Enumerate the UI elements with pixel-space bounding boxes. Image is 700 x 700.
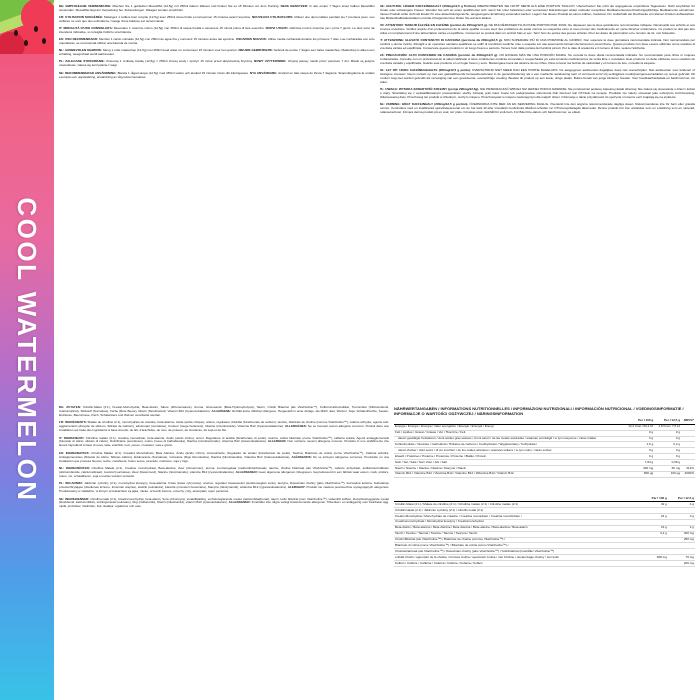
actives-row-label: Bitartrato di colina (come VitaCholine™) / Bitartrato de colina (como VitaCholine™) /: [394, 543, 642, 549]
ingredients-paragraph: SE: INGREDIENSER: Citrullin-malat (2:1), kreatinmonohydrat, beta-alanin, Syra (citronsyra), smaktillsätting, surhetsreglerande medel (natriumbikarbonat), taurin, kolin bitartrat (som VitaCholine™), vattenfritt koffein, klumpförebyggande medel (kiseldioxid, kalciumsilikat), sötningsmedel (sukralos), färg (rödbetsrött), Niacin (nikotinamid), vitamin B12 (cyanokobalamin). ALLERGENER: Innehåller inte några vanligt förekommande allergener. Tillverkas i en anläggning som bearbetar ägg, mjölk, jordnötter, trädnötter, fisk, skaldjur, sojabönor och vete.: [59, 496, 389, 509]
nutrition-row-per100g: 1,6 g: [624, 442, 655, 448]
ingredients-paragraph: IT: INGREDIENTI: Citrullina malato (2:1), creatina monoidrato, beta-alanina, Acido (acido citrico), aromi, Regolatore di acidità (bicarbonato di sodio), taurina, colina bitartrato (come VitaCholine™), caffeina anidra, Agenti antiagglomeranti (biossido di silicio, silicato di calcio), Dolcificante (sucralosio), colore (rosso di barbabietola), Niacina (nicotinammide), vitamina B12 (cianocobalamina). ALLERGENI: Non contiene nessun allergene comune. Prodotto in uno stabilimento che lavora ingredienti a base di uova, latte, arachidi, noci, pesce, crostacei, soia e grano.: [59, 435, 389, 448]
nutrition-col-nrv: NRV%*: [681, 419, 695, 424]
nutrition-row-perserving: 50 mg: [654, 466, 681, 472]
actives-row-per100g: 3,2 g: [642, 531, 668, 537]
actives-row-perserving: 200 mg: [668, 561, 695, 567]
nutrition-row-label: davon Zucker / dont sucre / di cui zuccheri / de los cuales azúcares / waarvan suikers / w tym cukry / varav socker: [394, 448, 624, 454]
actives-col-per100g: Per I 100 g: [642, 496, 668, 501]
usage-and-warning-block: [59, 5, 695, 403]
usage-paragraph: DE: EMPFOHLENE VERWENDUNG: Mischen Sie 1 gehäuften Messlöffel (12,5g) mit 250ml kaltem Wasser und trinken Sie es 15 Minuten vor dem Training. NEUE BENUTZER: In den ersten 7 Tagen einen halben Messlöffel verwenden. Messlöffel liegt der Verpackung bei. Zubereitungen, Waagen werden empfohlen.: [59, 5, 375, 12]
actives-row-label: Citrullinmalaat (2:1) / Jabłczan cytruliny (2:1) / Citrullin malat (2:1): [394, 508, 642, 514]
nutrition-row-per100g: 800 µg: [624, 471, 655, 477]
nutrition-row-label: Niacin / Niacine / Niacina / Niacina / Niacyna / Niacin: [394, 466, 624, 472]
nutrition-row-perserving: 0 g: [654, 430, 681, 436]
warning-paragraph: ES: PRECAUCIÓN: ALTO CONTENIDO DE CAFEÍNA (porción de 200mg/12,5 g). NO EXCEDA MÁS DE UNA PORCIÓN DIARIA. No exceda la dosis diaria recomendada indicada. No recomendado para niños ni mujeres embarazadas. Consulte con un profesional de la salud calificado si tiene condiciones médicas conocidas o sospechadas y/o está tomando medicamentos de venta libre o recetados. Este producto no debe utilizarse como sustituto de una dieta variada y equilibrada. Guarde este producto en un lugar fresco y seco. Mantengase fuera del alcance de los niños. Para conocer las fechas de caducidad y el número de lote, consulte la etiqueta.: [379, 53, 695, 65]
flavour-banner: [0, 0, 54, 700]
actives-row-perserving: 4 g: [668, 502, 695, 508]
nutrition-row-per100g: 0 g: [624, 448, 655, 454]
usage-paragraph: FR: UTILISATION SUGGÉRÉE: Mélangez 1 cuillère bien remplie (12,5g) avec 250ml d'eau froide et consommer 15 minutes avant l'exercice. NOUVEAUX UTILISATEURS: Utilisez une demi-cuillère pendant les 7 premiers jours. Les cuillères ne sont que des estimations, l'usage d'une balance est recommandé.: [59, 15, 375, 24]
actives-row: [394, 561, 695, 567]
nutrition-row-per100g: 0 g: [624, 436, 655, 442]
usage-paragraph: IT: MODALITÀ D'USO CONSIGLIATA: Mescolare 1 misurino colmo (12,5g) con 250ml di acqua fredda e assumere 15 minuti prima di fare esercizio. NUOVI UTENTI: utilizzare mezzo misurino per i primi 7 giorni. Le dosi sono da intendersi indicative, si consiglia l'utilizzo una bilancia.: [59, 26, 375, 35]
actives-col-perserving: Per I 12,5 g: [668, 496, 695, 501]
nutrition-row: [394, 471, 695, 477]
actives-row-per100g: 24 g: [642, 513, 668, 519]
nutrition-row-per100g: 7,84 g: [624, 460, 655, 466]
nutrition-row-perserving: 1,8 Kcal / 7,5 kJ: [654, 424, 681, 430]
warning-paragraph: DE: ACHTUNG: HOHER KOFFEINGEHALT (200mg/12,5 g Portion) ÜBERSCHREITEN SIE NICHT MEHR ALS EINE PORTION TÄGLICH. Überschreiten Sie nicht die angegebene empfohlene Tagesdosis. Nicht empfohlen für Kinder oder schwangere Frauen. Wenden Sie sich an einen qualifizierten Arzt, wenn Sie unter bekannten oder vermuteten Erkrankungen leiden und/oder rezeptfreie Medikamente/verschreibungspflichtige Medikamente einnehmen. Dieses Produkt sollte nicht als Ersatz für eine abwechslungsreiche, ausgewogene Ernährung verwendet werden. Lagern Sie dieses Produkt an einem kühlen, trockenen Ort. Außerhalb der Reichweite von kleinen Kindern aufbewahren. Das Mindesthaltbarkeitsdatum und die Chargennummer finden Sie auf dem Etikett.: [379, 5, 695, 20]
nutrition-row-label: Vitamin B12 / Vitamine B12 / Vitamina B12 / Vitamine B12 / Witamina B12 / Vitamin B12: [394, 471, 624, 477]
actives-row-label: Kreatin-Monohydrat / Monohydrate de créatine / Creatina monoidrato / Creatina monohidrato /: [394, 513, 642, 519]
nutrition-row-perserving: 0,2 g: [654, 442, 681, 448]
nutrition-table: [394, 419, 695, 478]
warning-paragraph: SE: VARNING: HÖGT KAFFEINHALT (200mg/12,5 g portion). ÖVERSKRIDA INTE MER ÄN EN SERVERING DAGLIG. Överskrid inte den angivna rekommenderade dagliga dosen. Rekommenderas inte för barn eller gravida kvinnor. Kontrollera med en kvalificerad sjukvårdspersonal om du har känt till eller misstänkt medicinska tillstånd och/eller tar OTC/receptbelagda läkemedel. Denna produkt bör inte användas som en ersättning som en varierad, balanserad kost. Förvara denna produkt på en sval, torr plats. Förvaras utom räckhåll för små barn. För Bäst före-datum och batchnummer, se etikett.: [379, 102, 695, 115]
nutrition-col-per100g: Per I 100 g: [624, 419, 655, 424]
actives-row-label: Taurin / Taurine / Taurina / Taurina / Taurine / Tauryna / Taurin: [394, 531, 642, 537]
usage-paragraph: NL: AANBEVOLEN GEBRUIK: Meng 1 volle maatschep (12,5g) met 250ml koud water en consumeer 15 minuten voor het sporten. NIEUWE GEBRUIKERS: Gebruik de eerste 7 dagen een halve maatschep. Maatschep is alleen een schatting, weegschaal wordt aanbevolen.: [59, 48, 375, 57]
nutrition-row-label: Kohlenhydrate / Glucides / Carboidrati / Hidratos de carbono / Koolhydraten / Węglowodany / Kolhydrater: [394, 442, 624, 448]
actives-row-label: Cholin-Bitartrat (als VitaCholine™) / Bitartrate de choline (comme VitaCholine™) /: [394, 537, 642, 543]
actives-row-perserving: 76 mg: [668, 555, 695, 561]
nutrition-row-per100g: 14,4 Kcal / 60,2 kJ: [624, 424, 655, 430]
nutrition-row-per100g: 0 g: [624, 430, 655, 436]
actives-row-label: Koffein / Caféine / Caffeina / Cafeína / Cafeïne / Kofeina / Koffein: [394, 561, 642, 567]
nutrition-row-label: davon gesättigte Fettsäuren / dont acides gras saturés / di cui saturi / de las cuales saturadas / waarvan verzadigd / w tym nasycone / varav mättat: [394, 436, 624, 442]
nutrition-row-perserving: 0 g: [654, 448, 681, 454]
actives-row-perserving: 2 g: [668, 525, 695, 531]
actives-row-per100g: 32 g: [642, 502, 668, 508]
ingredients-paragraph: PL: SKŁADNIKI: Jabłczan cytruliny (2:1), monohydrat kreatyny, beta-alanina, Kwas (kwas cytrynowy), aromat, regulator kwasowości (wodorowęglan sodu), tauryna, Dwuwinian choliny (jako VitaCholine™), bezwodna kofeina, Substancje przeciwzbrylające (dwutlenek krzemu, krzemian wapnia), słodzik (sukraloza), barwnik (czerwień buraczana), Niacyna (nikotynamid), witamina B12 (cyjanokobalamina). ALERGENY: Produkt nie zawiera powszechnie występujących alergenów. Produkowany w zakładzie, w którym przetwarzane są jajka, mleko, orzeszki ziemne, orzechy, ryby, skorupiaki, soja i pszenica.: [59, 481, 389, 494]
label-content: [54, 0, 700, 700]
nutrition-row-nrv: 312%: [681, 466, 695, 472]
ingredients-paragraph: ES: INGREDIENTES: Citrulina Malato (2:1), Creatina Monohidrato, Beta Alanina, Ácido (ácido cítrico), Aromatizante, Regulador de acidez (bicarbonato de sodio), Taurina, Bitartrato de colina (como VitaCholine™), Cafeína anhidra, Antiaglomerantes (Dióxido de silicio, Silicato cálcico), Edulcorante (Sucralosa), Colorante (Rojo Remolacha), Niacina (Nicotinamida), Vitamina B12 (Cianocobalamina). ALÉRGENOS: No se incluyen alérgenos comunes. Producido en una instalación que procesa huevos, leche, cacahuete, frutos secos, pescado, mariscos, soja y trigo.: [59, 450, 389, 463]
actives-row-label: Creatinemonohydraat / Monohydrat kreatyny / Kreatinmonohydrat: [394, 519, 642, 525]
warning-column: [380, 5, 696, 403]
warning-paragraph: NL: LET OP: HOOG CAFEÏNEGEHALTE (200mg/12,5 g portie). OVERSCHRIJD NIET MEER DAN EEN PORTIE DAGELIJKS. De aangegeven aanbevolen dagelijkse dosis niet overschrijden. Niet aanbevolen voor kinderen of zwangere vrouwen. Neem contact op met een gekwalificeerde beroepsbeoefenaar in de gezondheidszorg als u een medische aandoening kent of vermoedt en/of vrij verkrijgbare medicijnen/geneesmiddelen op recept gebruikt. Dit product mag niet worden gebruikt als vervanging van een gevarieerde, evenwichtige voeding. Bewaar dit product op een koele, droge plaats. Buiten bereik van jonge kinderen houden. Voor houdbaarheidsdata en batchnummer, zie etiket.: [379, 68, 695, 84]
nutrition-row-label: Energie / Énergie / Energia / Valor energético / Energie / Energia / Energi: [394, 424, 624, 430]
actives-row-label: enthält Cholin / apportant de la choline / fornisce Colina / aportando Colina / met Choline / dostarczając choliny / Ger kolin: [394, 555, 642, 561]
actives-row-perserving: 3 g: [668, 513, 695, 519]
nutrition-title: NÄHRWERTANGABEN / INFORMATIONS NUTRITIONNELLES / INFORMAZIONI NUTRIZIONALI / INFORMACIÓN NUTRICIONAL / VOEDINGSINFORMATIE / INFORMACJE O WARTOŚCI ODŻYWCZEJ / NÄRINGSINFORMATION: [394, 406, 684, 417]
usage-column: [59, 5, 375, 403]
nutrition-row-perserving: 0,98 g: [654, 460, 681, 466]
nutrition-col-perserving: Per I 12,5 g: [654, 419, 681, 424]
actives-row-label: Citrullin-Malat (2:1) / Malate de citrulline (2:1) / Citrullina malato (2:1) / Citrulina malato (2:1): [394, 502, 642, 508]
nutrition-row-per100g: 400 mg: [624, 466, 655, 472]
ingredients-and-nutrition-block: [59, 406, 695, 692]
actives-row-per100g: 16 g: [642, 525, 668, 531]
nutrition-row-label: Eiweiß / Protéines / Proteine / Proteínas / Proteïne / Białko / Protein: [394, 454, 624, 460]
warning-paragraph: IT: ATTENZIONE: ELEVATO CONTENUTO DI CAFFEINA (porzione da 200mg/12,5 g). NON SUPERARE PIÙ DI UNA PORZIONE AL GIORNO. Non superare la dose giornaliera raccomandata indicata. Non raccomandato per bambini o donne incinte. Rivolgiti a un operatore sanitario qualificato se soffri di condizioni mediche note o sospette e/o stai assumendo farmaci da banco/con prescrizione. Questo prodotto non deve essere utilizzato come sostituto di una dieta variata ed equilibrata. Conservare questo prodotto in un luogo fresco e asciutto. Tenere fuori dalla portata dei bambini piccoli. Per le date di scadenza e il numero di lotto, vedere l'etichetta.: [379, 38, 695, 50]
actives-row-perserving: 250 mg: [668, 537, 695, 543]
actives-row-perserving: 400 mg: [668, 531, 695, 537]
ingredients-paragraph: DE: ZUTATEN: Citrullin-Malat (2:1), Kreatin-Monohydrat, Beta-Alanin, Säure (Zitronensäure), Aroma, Glucosamin (Beta-Hydroxybutyrat), Taurin, Cholin Bitartrat (als VitaCholine™), Koffein-Kalziumsilikat, Trennmittel (Siliciumdioxid, Calciumsilicat), Süßstoff (Sucralose), Farbe (Rote Beete), Niacin (Nicotinamid), Vitamin B12 (Cyanocobalamin). ALLERGENE: Enthält keine üblichen Allergene. Hergestellt in einer Anlage, die Milch, Eier, Weizen, Soja, Schalenfrüchte, Sesam, Erdnüsse, Baumnüsse, Fisch, Schalentiere und Weizen verarbeitet werden.: [59, 406, 389, 417]
nutrition-row-label: Salz / Sel / Sale / Sal / Zout / Sól / Salt: [394, 460, 624, 466]
usage-paragraph: SE: REKOMMENDERAD ANVÄNDNING: Blanda 1 rågad skopa (12,5g) med 250ml vatten och använd 15 minuter innan ditt träningspass. NYA ANVÄNDARE: Använd en halv skopa de första 7 dagarna. Skopmängderna är endast exempla som uppskattning, användning av våg rekommenderas.: [59, 70, 375, 79]
nutrition-panel: [394, 406, 695, 692]
nutrition-row-perserving: 0 g: [654, 436, 681, 442]
usage-paragraph: ES: USO RECOMENDADO: Mezclar 1 cacito colmado (12,5g) con 250ml de agua fría y consumir 15 minutos antes del ejercicio. USUARIOS NUEVOS: Utilice media cucharada durante los primeros 7 días. Las cucharadas son solo orientativas, se recomienda utilizar una báscula de cocina.: [59, 37, 375, 46]
actives-row-per100g: 608 mg: [642, 555, 668, 561]
warning-paragraph: PL: UWAGA: WYSOKA ZAWARTOŚĆ KOFEINY (porcja 200mg/12,5g). NIE PRZEKRACZAĆ WIĘCEJ NIŻ JEDNEJ PORCJI DZIENNIE. Nie przekraczać podanej zalecanej dawki dziennej. Nie zaleca się stosowania u dzieci i kobiet w ciąży. Skontaktuj się z wykwalifikowanym pracownikiem służby zdrowia, jeśli masz znane lub podejrzewane schorzenia i/lub bierzesz leki OTC/leki na receptę. Produktu nie należy stosować jako substytutu zróżnicowanej, zbilansowanej diety. Przechowuj ten produkt w chłodnym, suchym miejscu. Przechowywać w miejscu niedostępnym dla małych dzieci. Informacje o dacie przydatności do spożycia i numerze serii znajdują się na etykiecie.: [379, 87, 695, 100]
actives-row-label: Beta-Alanin / Bêta-alanine / Beta-Alanina / Beta-Alanina / Bèta-alanine / Beta-alanina / Beta-alanin: [394, 525, 642, 531]
warning-paragraph: FR: ATTENTION: TENEUR ÉLEVÉE EN CAFÉINE (portion de 200mg/12,5 g). NE PAS DÉPASSER PLUS D'UNE PORTION PAR JOUR. Ne dépassez pas la dose quotidienne recommandée indiquée. Déconseillé aux enfants et aux femmes enceintes. Vérifiez auprès d'un professionnel de la santé qualifié si vous avez des problèmes de santé connus ou suspectés et/ou si vous prenez des médicaments en vente libre/sur ordonnance. Ce produit ne doit pas être utilisé en remplacement d'une alimentation variée et équilibrée. Conservez ce produit dans un endroit frais et sec. Tenir hors de portée des jeunes enfants. Pour les dates de péremption et le numéro de lot, voir l'étiquette.: [379, 23, 695, 35]
flavour-title: COOL WATERMELON: [12, 197, 43, 503]
ingredients-paragraph: NL: INGREDIËNTEN: Citrulline Malaat (2:1), Creatine monohydraat, Beta-alanine, Zuur (citroenzuur), aroma, zuurteregelaar (natriumbicarbonaat), taurine, choline bitartraat (als VitaCholine™), cafeïne anhydraat, antiklontermiddelen (siliciumdioxide, calciumsilicaat), zoetstof (sucralose), kleur (bietenrood), Niacine (nicotinamide), vitamine B12 (cyanocobalamine). ALLERGENEN: Geen algemene allergenen inbegrepen. Geproduceerd in een fabriek waar eieren, melk, pinda's, noten, vis, schaaldieren, soja en tarwe worden verwerkt.: [59, 466, 389, 478]
nutrition-row-perserving: 100 µg: [654, 471, 681, 477]
ingredients-column: [59, 406, 389, 692]
nutrition-row-label: Fett / Lipides / Grassi / Grasas / Vet / Tłuszcze / Fett: [394, 430, 624, 436]
ingredients-paragraph: FR: INGRÉDIENTS: Malate de citrulline (2:1), monohydrate de créatine, bêta-alanine, Acide (acide citrique), arôme, régulateur d'acidité (bicarbonate de sodium), taurine, bitartrate de choline (comme VitaCholine™), caféine anhydre, agents anti-agglomérants (dioxyde de silicium, Silicate de calcium), édulcorant (sucralose), Couleur (rouge betterave), Niacine (nicotinamide), Vitamine B12 (Cyanocobalamine). ALLERGÈNES: Ne se trouvent aucun allergène commun. Produit dans une installation qui traite des ingrédients à base d'oeufs, de lait, d'arachides, de noix, de poisson, de crustacés, de soja et de blé.: [59, 420, 389, 433]
usage-paragraph: PL: ZALECANE STOSOWANIE: Zmieszaj 1 czubatą miarkę (12,5g) z 250ml zimnej wody i spożyć 15 minut przed aktywnością fizyczną. NOWY UŻYTKOWNIK: Używaj połowy miarki przez pierwsze 7 dni. Miarki są jedynie szacunkowe, zaleca się korzystanie z wagi.: [59, 59, 375, 68]
actives-row-per100g: [642, 561, 668, 567]
actives-row-label: Cholinebitartraat (als VitaCholine™) / Dwuwinian choliny (jako VitaCholine™) / Kolinbitartrat (innehåller VitaCholine™): [394, 549, 642, 555]
nutrition-row-nrv: 4000%: [681, 471, 695, 477]
nutrition-row-per100g: 0 g: [624, 454, 655, 460]
actives-table: [394, 496, 695, 567]
nutrition-row-perserving: 0 g: [654, 454, 681, 460]
